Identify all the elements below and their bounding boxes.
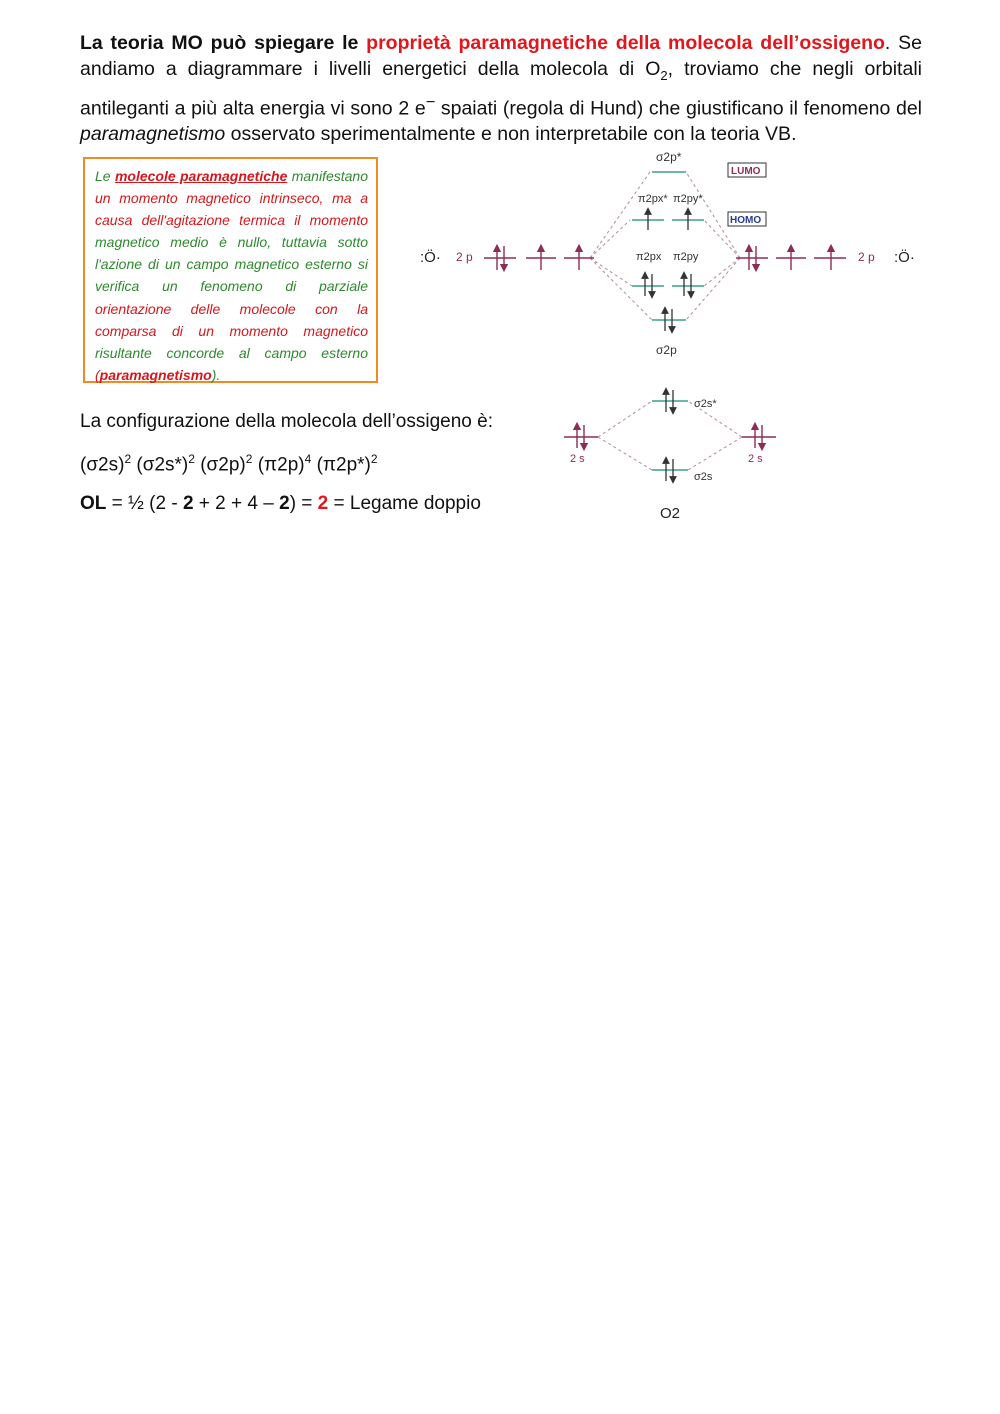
intro-text-1: . Se andiamo a diagrammare i livelli energetici della molecola di O <box>80 32 922 80</box>
mo-pi2p-star <box>632 211 704 230</box>
ol-text: = Legame doppio <box>328 493 481 514</box>
label-pi2px-star: π2px* <box>638 193 668 205</box>
bond-order-result: 2 <box>317 493 329 514</box>
ao-2p-right <box>736 246 846 270</box>
electron-superscript: − <box>425 92 436 111</box>
intro-text-2: , troviamo che negli orbitali antileganti a più alta energia vi sono 2 e <box>80 58 922 120</box>
intro-red-phrase: proprietà paramagnetiche della molecola dell’ossigeno <box>366 32 885 54</box>
label-2s-left: 2 s <box>570 453 585 465</box>
label-sigma2s-star: σ2s* <box>694 398 717 410</box>
label-2p-left: 2 p <box>456 250 473 264</box>
ao-2s-left <box>564 425 598 448</box>
ol-text: = ½ (2 - <box>106 493 183 514</box>
o2-subscript: 2 <box>660 67 668 83</box>
lumo-label: LUMO <box>731 166 761 177</box>
bond-order-label: OL <box>80 493 107 514</box>
ol-text: + 2 + 4 – <box>193 493 280 514</box>
atom-right: :Ö· <box>894 249 915 266</box>
mo-sigma2s <box>652 459 688 481</box>
ol-text: ) = <box>289 493 318 514</box>
cfg-exp: 4 <box>304 452 312 466</box>
label-2s-right: 2 s <box>748 453 763 465</box>
box-paren-open: ( <box>95 366 100 383</box>
cfg-term: (σ2p) <box>194 454 246 476</box>
box-paren-close: ). <box>211 366 221 383</box>
ao-2p-left <box>484 246 594 270</box>
mo-sigma2s-star <box>652 390 688 412</box>
label-pi2py: π2py <box>673 251 699 263</box>
label-sigma2p-star: σ2p* <box>656 150 682 164</box>
atom-left: :Ö· <box>420 249 441 266</box>
config-heading: La configurazione della molecola dell’ossigeno è: <box>80 411 493 432</box>
label-sigma2s: σ2s <box>694 471 713 483</box>
intro-text-4: osservato sperimentalmente e non interpretabile con la teoria VB. <box>225 123 797 146</box>
cfg-term: (σ2s) <box>80 454 125 476</box>
correlation-lines-2s <box>598 401 742 470</box>
intro-bold-start: La teoria MO può spiegare le <box>80 32 359 54</box>
box-red-text-2: orientazione delle molecole con la comparsa di un momento magnetico <box>95 300 368 339</box>
cfg-exp: 2 <box>245 452 253 466</box>
homo-label: HOMO <box>730 215 762 226</box>
cfg-exp: 2 <box>124 452 132 466</box>
intro-italic-word: paramagnetismo <box>80 123 226 146</box>
cfg-term: (π2p*) <box>311 454 371 476</box>
box-green-text-2: risultante concorde al campo esterno <box>95 344 368 361</box>
label-pi2py-star: π2py* <box>673 193 703 205</box>
intro-text-3: spaiati (regola di Hund) che giustificano il fenomeno del <box>435 97 922 120</box>
box-bold-term: paramagnetismo <box>99 366 212 383</box>
cfg-exp: 2 <box>188 452 195 466</box>
mo-energy-diagram <box>0 0 1000 540</box>
label-sigma2p: σ2p <box>656 343 677 357</box>
ol-bold: 2 <box>182 493 194 514</box>
mo-sigma2p <box>652 309 686 331</box>
box-text-manifestano: manifestano <box>287 168 368 184</box>
box-green-text-1: magnetico medio è nullo, tuttavia sotto l'azione di un campo magnetico esterno si verifica un fenomeno di parziale <box>95 234 368 295</box>
box-text-le: Le <box>95 168 115 184</box>
molecule-label: O2 <box>660 505 681 522</box>
label-pi2px: π2px <box>636 251 662 263</box>
ol-bold: 2 <box>279 493 290 514</box>
mo-pi2p <box>632 274 704 296</box>
cfg-term: (π2p) <box>252 454 305 476</box>
box-red-text-1: un momento magnetico intrinseco, ma a causa dell'agitazione termica il momento <box>95 190 368 229</box>
box-underlined-term: molecole paramagnetiche <box>114 168 288 184</box>
label-2p-right: 2 p <box>858 250 875 264</box>
cfg-exp: 2 <box>370 452 378 466</box>
cfg-term: (σ2s*) <box>131 454 189 476</box>
ao-2s-right <box>742 425 776 448</box>
